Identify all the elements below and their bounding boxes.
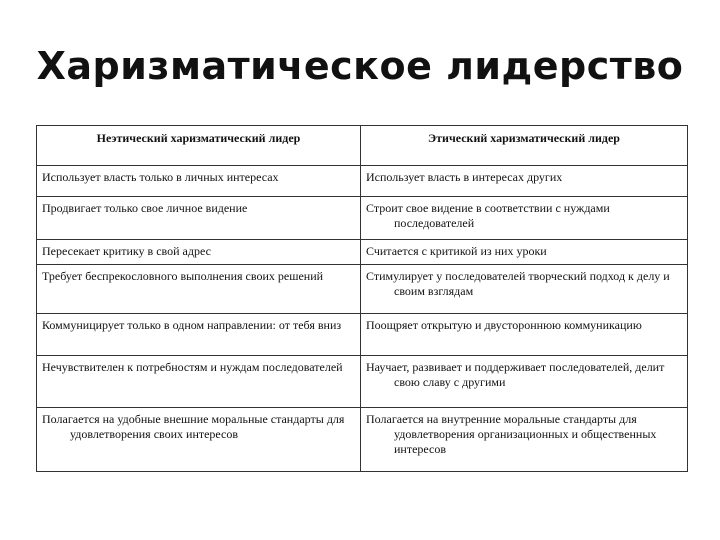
table-row [37,265,688,314]
cell-unethical [37,265,361,314]
table-row [37,408,688,472]
table-row [37,314,688,356]
table-header-row [37,126,688,166]
cell-text: Использует власть в интересах других [366,170,563,184]
cell-ethical [361,166,688,197]
cell-text: Поощряет открытую и двустороннюю коммуникацию [366,318,642,332]
cell-ethical [361,197,688,240]
cell-unethical [37,197,361,240]
table-row [37,240,688,265]
cell-text: Полагается на удобные внешние моральные стандарты для удовлетворения своих интересов [42,412,345,441]
table-row [37,166,688,197]
cell-text: Продвигает только свое личное видение [42,201,248,215]
table-row [37,356,688,408]
cell-ethical [361,265,688,314]
slide-title: Харизматическое лидерство [36,44,684,88]
header-unethical-leader: Неэтический харизматический лидер [37,126,361,166]
cell-text: Коммуницирует только в одном направлении: от тебя вниз [42,318,342,332]
cell-unethical [37,240,361,265]
cell-unethical [37,314,361,356]
cell-text: Строит свое видение в соответствии с нуждами последователей [366,201,610,230]
cell-text: Научает, развивает и поддерживает последователей, делит свою славу с другими [366,360,665,389]
cell-ethical [361,240,688,265]
cell-text: Требует беспрекословного выполнения своих решений [42,269,324,283]
cell-text: Стимулирует у последователей творческий подход к делу и своим взглядам [366,269,670,298]
comparison-table [36,125,688,472]
cell-text: Считается с критикой из них уроки [366,244,547,258]
cell-unethical [37,356,361,408]
table-row [37,197,688,240]
cell-text: Пересекает критику в свой адрес [42,244,211,258]
header-ethical-leader: Этический харизматический лидер [361,126,688,166]
cell-text: Нечувствителен к потребностям и нуждам последователей [42,360,343,374]
cell-ethical [361,356,688,408]
cell-ethical [361,314,688,356]
cell-ethical [361,408,688,472]
cell-unethical [37,408,361,472]
cell-unethical [37,166,361,197]
cell-text: Полагается на внутренние моральные стандарты для удовлетворения организационных и общественных интересов [366,412,657,456]
cell-text: Использует власть только в личных интересах [42,170,279,184]
